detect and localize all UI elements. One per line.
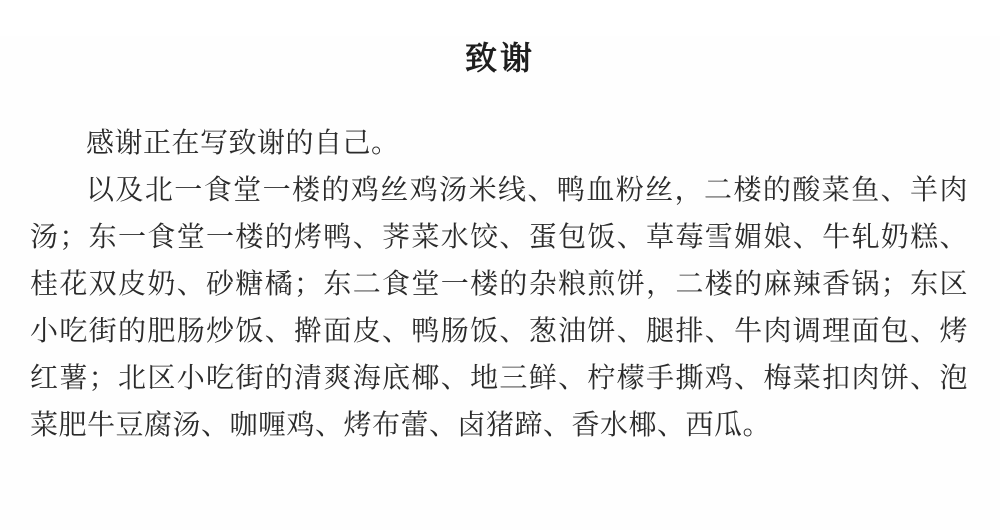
paragraph-thanks-self: 感谢正在写致谢的自己。 <box>86 128 400 159</box>
page-title: 致谢 <box>464 40 535 76</box>
document-body <box>30 120 968 449</box>
document-page <box>0 36 1000 530</box>
paragraph-canteen-foods: 以及北一食堂一楼的鸡丝鸡汤米线、鸭血粉丝，二楼的酸菜鱼、羊肉汤；东一食堂一楼的烤鸭、荠菜水饺、蛋包饭、草莓雪媚娘、牛轧奶糕、桂花双皮奶、砂糖橘；东二食堂一楼的杂粮煎饼，二楼的麻辣香锅；东区小吃街的肥肠炒饭、擀面皮、鸭肠饭、葱油饼、腿排、牛肉调理面包、烤红薯；北区小吃街的清爽海底椰、地三鲜、柠檬手撕鸡、梅菜扣肉饼、泡菜肥牛豆腐汤、咖喱鸡、烤布蕾、卤猪蹄、香水椰、西瓜。 <box>30 175 968 441</box>
